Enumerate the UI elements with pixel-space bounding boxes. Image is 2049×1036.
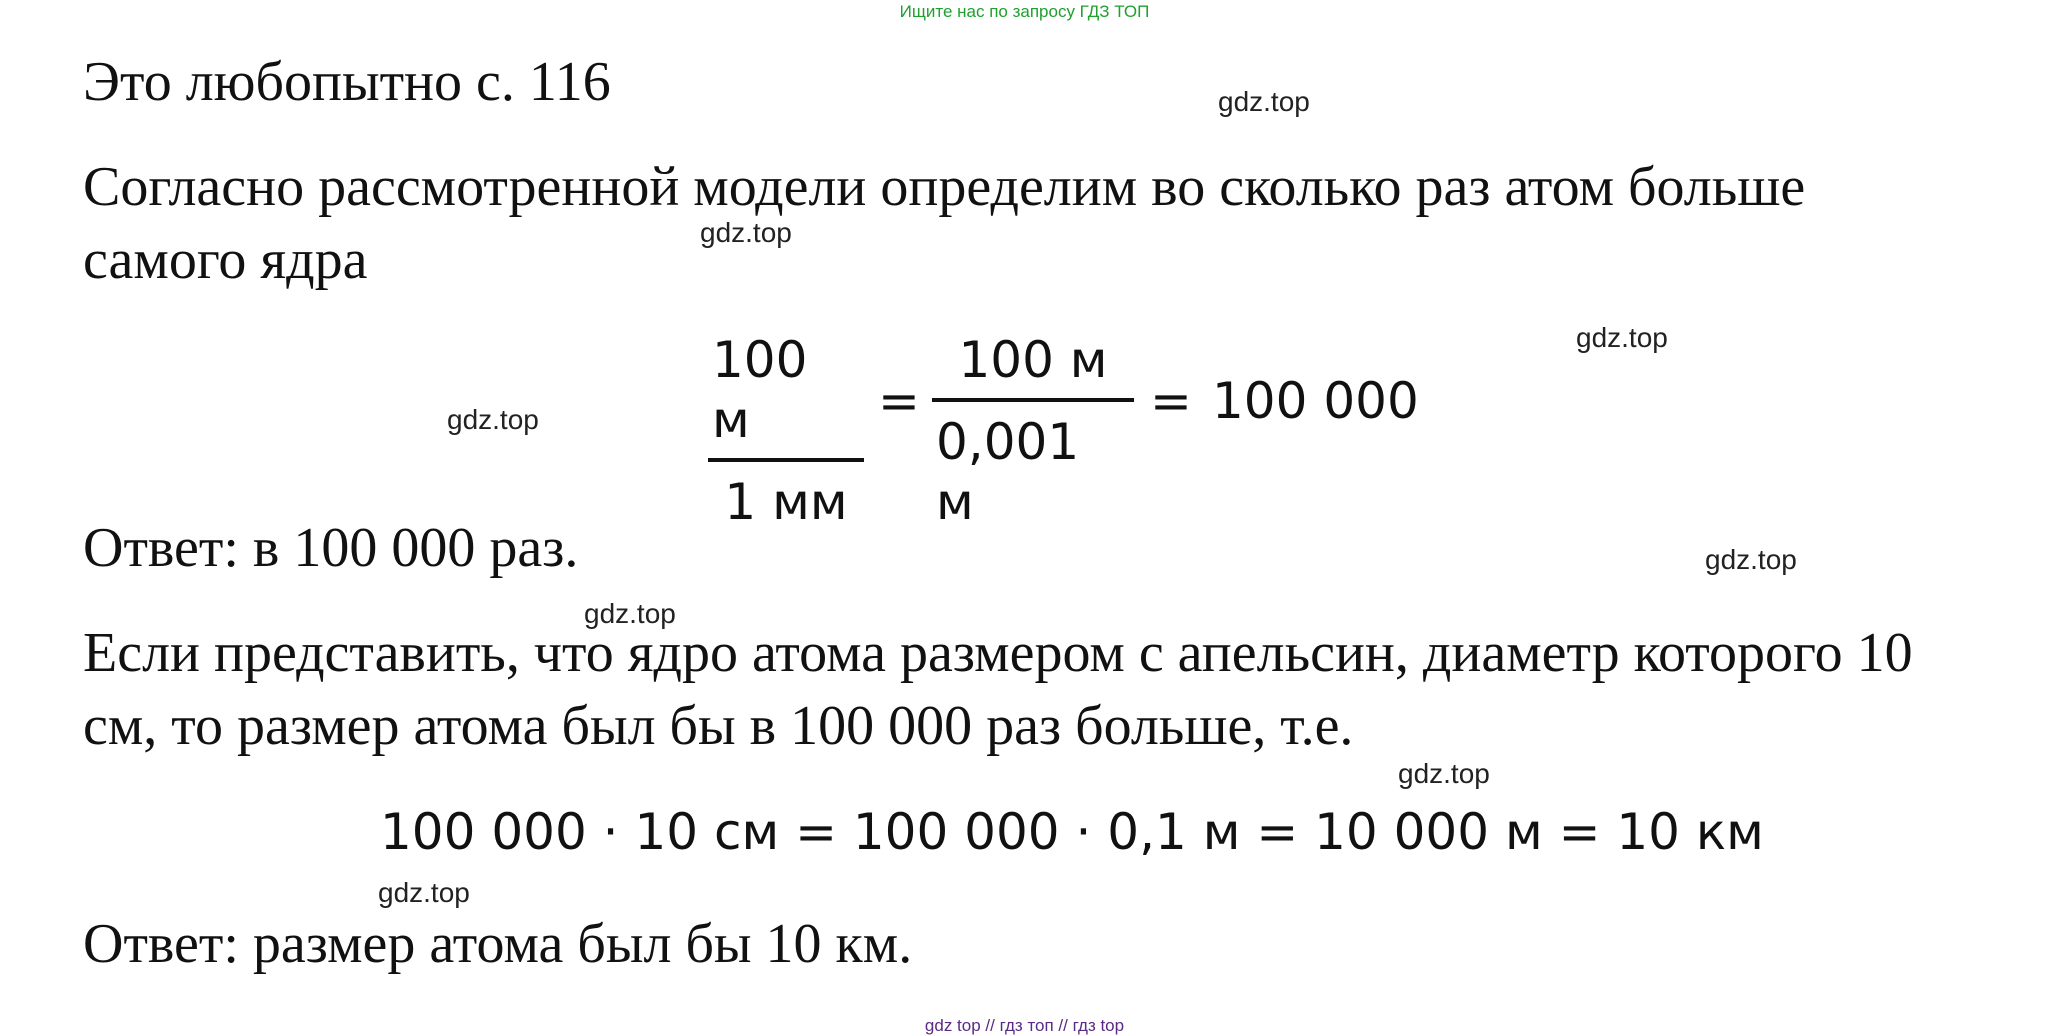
top-banner: Ищите нас по запросу ГДЗ ТОП [899,2,1150,21]
watermark: gdz.top [1218,86,1310,117]
paragraph-1-line-1: Согласно рассмотренной модели определим во сколько раз атом больше [83,156,1806,218]
watermark: gdz.top [584,598,676,629]
equals-sign: = [878,372,920,430]
paragraph-2-line-2: см, то размер атома был бы в 100 000 раз больше, т.е. [83,695,1354,757]
watermark: gdz.top [1398,758,1490,789]
footer-watermark: gdz top // гдз топ // гдз top [924,1016,1125,1035]
fraction-numerator: 100 м [958,331,1108,389]
fraction-bar [708,458,864,462]
formula-2: 100 000 · 10 см = 100 000 · 0,1 м = 10 000 м = 10 км [380,803,1764,861]
fraction-numerator: 100 м [712,331,808,449]
fraction-denominator: 1 мм [724,473,848,531]
answer-1: Ответ: в 100 000 раз. [83,517,579,579]
watermark: gdz.top [378,877,470,908]
formula-result: 100 000 [1212,372,1419,430]
watermark: gdz.top [1705,544,1797,575]
watermark: gdz.top [1576,322,1668,353]
paragraph-2-line-1: Если представить, что ядро атома размером с апельсин, диаметр которого 10 [83,622,1913,684]
watermark: gdz.top [447,404,539,435]
equals-sign: = [1150,372,1192,430]
watermark: gdz.top [700,217,792,248]
fraction-100m-over-1mm [708,330,864,532]
paragraph-1-line-2: самого ядра [83,229,368,291]
fraction-bar [932,398,1134,402]
fraction-100m-over-0001m [932,330,1134,532]
page-heading: Это любопытно с. 116 [83,51,611,113]
fraction-denominator: 0,001 м [936,413,1080,531]
answer-2: Ответ: размер атома был бы 10 км. [83,913,913,975]
